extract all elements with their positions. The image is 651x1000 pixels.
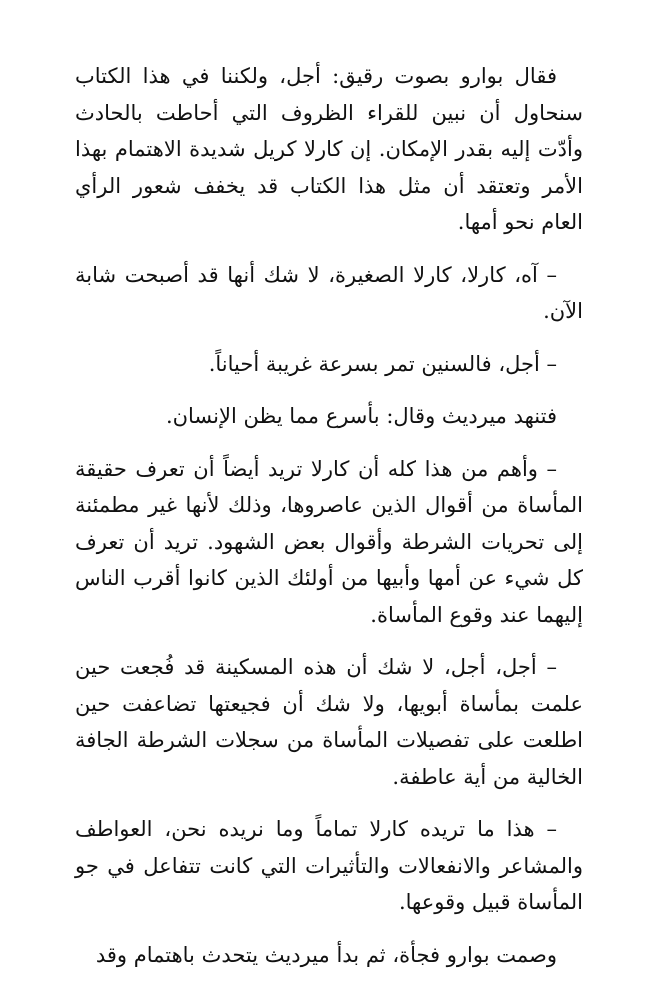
paragraph-4: فتنهد ميرديث وقال: بأسرع مما يظن الإنسان.: [165, 404, 557, 428]
paragraph-2: – آه، كارلا، كارلا الصغيرة، لا شك أنها قد أصبحت شابة الآن.: [75, 262, 583, 323]
paragraph-3: – أجل، فالسنين تمر بسرعة غريبة أحياناً.: [208, 351, 557, 376]
paragraph-1: فقال بوارو بصوت رقيق: أجل، ولكننا في هذا الكتاب سنحاول أن نبين للقراء الظروف التي أحاطت بالحادث وأدّت إليه بقدر الإمكان. إن كارلا كريل شديدة الاهتمام بهذا الأمر وتعتقد أن مثل هذا الكتاب قد يخفف شعور الرأي العام نحو أمها.: [75, 64, 583, 234]
paragraph-8: وصمت بوارو فجأة، ثم بدأ ميرديث يتحدث باهتمام وقد: [95, 942, 557, 967]
book-page: [75, 58, 583, 989]
paragraph-7: – هذا ما تريده كارلا تماماً وما نريده نحن، العواطف والمشاعر والانفعالات والتأثيرات التي كانت تتفاعل في جو المأساة قبيل وقوعها.: [75, 817, 583, 914]
paragraph-6: – أجل، أجل، لا شك أن هذه المسكينة قد فُجعت حين علمت بمأساة أبويها، ولا شك أن فجيعتها تضاعفت حين اطلعت على تفصيلات المأساة من سجلات الشرطة الجافة الخالية من أية عاطفة.: [75, 655, 583, 789]
paragraph-5: – وأهم من هذا كله أن كارلا تريد أيضاً أن تعرف حقيقة المأساة من أقوال الذين عاصروها، وذلك لأنها غير مطمئنة إلى تحريات الشرطة وأقوال بعض الشهود. تريد أن تعرف كل شيء عن أمها وأبيها من أولئك الذين كانوا أقرب الناس إليهما عند وقوع المأساة.: [75, 456, 583, 627]
